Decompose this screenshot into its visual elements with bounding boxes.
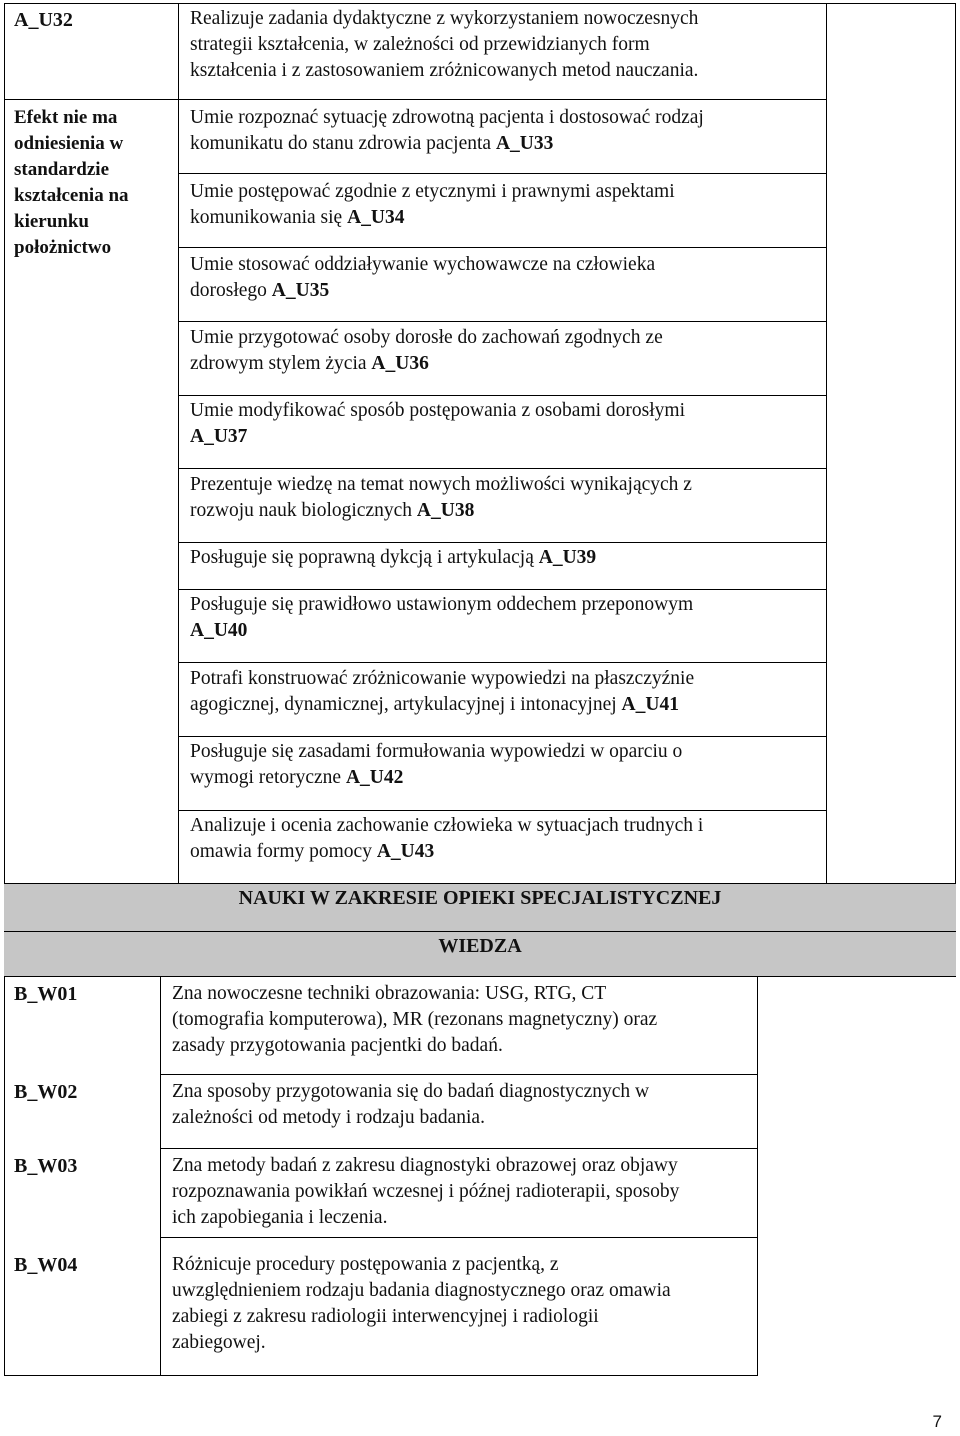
section-header: NAUKI W ZAKRESIE OPIEKI SPECJALISTYCZNEJ xyxy=(238,887,722,909)
row-text xyxy=(190,739,682,791)
row-code-6: A_U38 xyxy=(416,500,475,521)
rule-bottom xyxy=(4,1375,757,1376)
rule-row-9 xyxy=(178,662,826,663)
row-code-10: A_U42 xyxy=(345,767,404,788)
rule-after-a-u32 xyxy=(4,99,178,100)
row-code-8: A_U40 xyxy=(190,620,248,641)
wiedza-code-b-w03: B_W03 xyxy=(14,1155,78,1177)
code-a-u32: A_U32 xyxy=(14,9,73,31)
row-text xyxy=(190,325,663,377)
row-code-5: A_U37 xyxy=(190,426,248,447)
row-text xyxy=(190,252,655,304)
row-text-3: Umie stosować oddziaływanie wychowawcze na człowieka dorosłego xyxy=(190,254,656,301)
rule-col1-bottom xyxy=(160,976,161,1376)
page-number: 7 xyxy=(932,1412,942,1431)
rule-row-8 xyxy=(178,589,826,590)
row-text xyxy=(190,813,703,865)
row-text xyxy=(190,472,692,524)
row-text xyxy=(190,105,704,157)
wiedza-code-b-w02: B_W02 xyxy=(14,1081,78,1103)
wiedza-code-b-w04: B_W04 xyxy=(14,1254,78,1276)
row-text-11: Analizuje i ocenia zachowanie człowieka w sytuacjach trudnych i omawia formy pomocy xyxy=(190,815,704,862)
row-text xyxy=(190,179,675,231)
rule-row-11 xyxy=(178,810,826,811)
row-text-8: Posługuje się prawidłowo ustawionym oddechem przeponowym xyxy=(190,594,694,615)
row-code-2: A_U34 xyxy=(347,207,405,228)
row-text xyxy=(190,545,596,571)
side-note: Efekt nie ma odniesienia w standardzie kształcenia na kierunku położnictwo xyxy=(14,107,129,258)
row-code-4: A_U36 xyxy=(371,353,429,374)
rule-wiedza-row-2 xyxy=(160,1148,757,1149)
row-text-10: Posługuje się zasadami formułowania wypowiedzi w oparciu o wymogi retoryczne xyxy=(190,741,683,788)
wiedza-code-b-w01: B_W01 xyxy=(14,983,78,1005)
row-text-6: Prezentuje wiedzę na temat nowych możliwości wynikających z rozwoju nauk biologicznych xyxy=(190,474,692,521)
rule-band-mid xyxy=(4,931,956,932)
row-text-5: Umie modyfikować sposób postępowania z osobami dorosłymi xyxy=(190,400,686,421)
row-text-4: Umie przygotować osoby dorosłe do zachowań zgodnych ze zdrowym stylem życia xyxy=(190,327,663,374)
wiedza-text-b-w01: Zna nowoczesne techniki obrazowania: USG, RTG, CT (tomografia komputerowa), MR (rezonans magnetyczny) oraz zasady przygotowania pacjentki do badań. xyxy=(172,983,658,1056)
wiedza-text-b-w03: Zna metody badań z zakresu diagnostyki obrazowej oraz objawy rozpoznawania powikłań wczesnej i późnej radioterapii, sposoby ich zapobiegania i leczenia. xyxy=(172,1155,680,1228)
row-code-3: A_U35 xyxy=(271,280,330,301)
rule-row-5 xyxy=(178,395,826,396)
row-text-7: Posługuje się poprawną dykcją i artykulacją xyxy=(190,547,534,568)
rule-right-outer xyxy=(955,3,956,934)
rule-row-10 xyxy=(178,736,826,737)
rule-row-3 xyxy=(178,247,826,248)
row-text-9: Potrafi konstruować zróżnicowanie wypowiedzi na płaszczyźnie agogicznej, dynamicznej, artykulacyjnej i intonacyjnej xyxy=(190,668,695,715)
rule-row-2 xyxy=(178,173,826,174)
rule-col3-top xyxy=(826,3,827,883)
rule-band-bottom xyxy=(4,976,956,977)
row-text-2: Umie postępować zgodnie z etycznymi i prawnymi aspektami komunikowania się xyxy=(190,181,675,228)
rule-col1-top xyxy=(178,3,179,883)
row-code-7: A_U39 xyxy=(538,547,597,568)
row-code-9: A_U41 xyxy=(621,694,679,715)
row-text xyxy=(190,592,693,644)
row-code-11: A_U43 xyxy=(376,841,435,862)
wiedza-text-b-w02: Zna sposoby przygotowania się do badań diagnostycznych w zależności od metody i rodzaju badania. xyxy=(172,1081,650,1128)
rule-wiedza-row-3 xyxy=(160,1237,757,1238)
rule-left-outer xyxy=(4,3,5,1376)
rule-band-top xyxy=(4,883,956,884)
row-text-1: Umie rozpoznać sytuację zdrowotną pacjenta i dostosować rodzaj komunikatu do stanu zdrowia pacjenta xyxy=(190,107,704,154)
row-text xyxy=(190,666,694,718)
rule-row-7 xyxy=(178,542,826,543)
rule-col3-bottom xyxy=(757,976,758,1376)
rule-row-6 xyxy=(178,468,826,469)
row-text-0: Realizuje zadania dydaktyczne z wykorzystaniem nowoczesnych strategii kształcenia, w zależności od przewidzianych form kształcenia i z zastosowaniem zróżnicowanych metod nauczania. xyxy=(190,8,699,81)
subsection-header: WIEDZA xyxy=(438,935,522,957)
rule-top xyxy=(4,3,956,4)
row-text xyxy=(190,6,698,84)
row-code-1: A_U33 xyxy=(495,133,554,154)
rule-row-1 xyxy=(178,99,826,100)
rule-wiedza-row-1 xyxy=(160,1074,757,1075)
rule-row-4 xyxy=(178,321,826,322)
row-text xyxy=(190,398,685,450)
wiedza-text-b-w04: Różnicuje procedury postępowania z pacjentką, z uwzględnieniem rodzaju badania diagnostycznego oraz omawia zabiegi z zakresu radiologii interwencyjnej i radiologii zabiegowej. xyxy=(172,1254,671,1353)
